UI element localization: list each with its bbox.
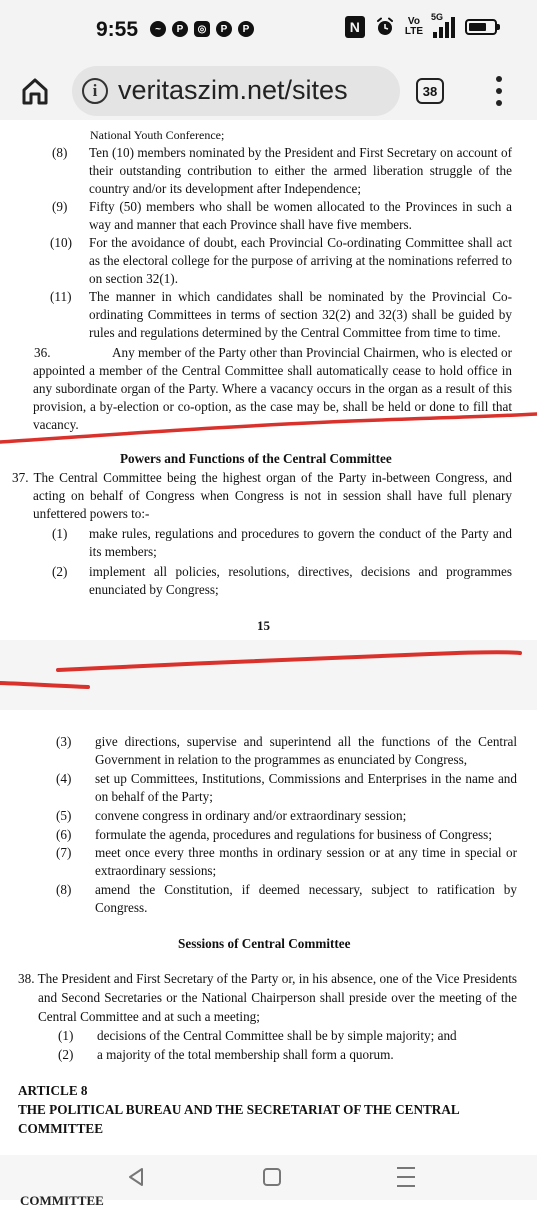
item-line: Government in relation to the programmes as enunciated by Congress,: [95, 752, 468, 767]
signal-icon: [431, 12, 455, 38]
battery-icon: [465, 19, 497, 35]
item-line: on section 32(1).: [89, 271, 178, 286]
item-number: (8): [56, 882, 72, 897]
section-36-line: Any member of the Party other than Provincial Chairmen, who is elected or: [112, 345, 512, 360]
item-number: (11): [50, 289, 72, 304]
section-38-line: and Second Secretaries or the National Chairperson shall preside over the meeting of the: [38, 990, 517, 1005]
pinterest-icon: P: [172, 21, 188, 37]
status-app-icons: [150, 21, 254, 37]
alarm-icon: [375, 17, 395, 37]
browser-toolbar: [0, 62, 537, 120]
item-number: (1): [52, 526, 68, 541]
item-number: (1): [58, 1028, 74, 1043]
item-number: (5): [56, 808, 72, 823]
section-37-line: 37. The Central Committee being the highest organ of the Party in-between Congress, and: [12, 470, 512, 485]
site-info-icon[interactable]: i: [82, 78, 108, 104]
item-number: (10): [50, 235, 72, 250]
item-line: Fifty (50) members who shall be women allocated to the Provinces in such a: [89, 199, 512, 214]
page-number: 15: [257, 618, 270, 633]
nfc-icon: N: [345, 16, 365, 38]
address-bar[interactable]: [72, 66, 400, 116]
home-nav-icon[interactable]: [263, 1168, 281, 1186]
back-icon[interactable]: [126, 1167, 146, 1187]
item-number: (6): [56, 827, 72, 842]
volte-bottom: LTE: [404, 26, 423, 37]
volte-indicator: [405, 17, 423, 37]
item-line: make rules, regulations and procedures to govern the conduct of the Party and: [89, 526, 512, 541]
item-line: implement all policies, resolutions, directives, decisions and programmes: [89, 564, 512, 579]
item-line: Ten (10) members nominated by the President and First Secretary on account of: [89, 145, 512, 160]
section-38-line: 38. The President and First Secretary of the Party or, in his absence, one of the Vice Presidents: [18, 971, 517, 986]
item-line: The manner in which candidates shall be nominated by the Provincial Co-: [89, 289, 512, 304]
item-number: (8): [52, 145, 68, 160]
status-time: 9:55: [96, 18, 139, 41]
section-36-line: provision, a by-election or co-option, as the case may be, shall be held or done to fill that: [33, 399, 512, 414]
section-36-line: appointed a member of the Central Committee shall automatically cease to hold office in: [33, 363, 512, 378]
section-37-line: acting on behalf of Congress when Congress is not in session shall have full plenary: [33, 488, 512, 503]
home-icon[interactable]: [20, 76, 50, 106]
item-line: their outstanding contribution to either the armed liberation struggle of the: [89, 163, 512, 178]
partial-line-top: National Youth Conference;: [90, 128, 225, 142]
item-line: For the avoidance of doubt, each Provincial Co-ordinating Committee shall act: [89, 235, 512, 250]
item-number: (4): [56, 771, 72, 786]
section-36-line: vacancy.: [33, 417, 79, 432]
section-number: 36.: [34, 345, 51, 360]
peek-text: COMMITTEE: [20, 1193, 104, 1208]
item-line: its members;: [89, 544, 157, 559]
section-38-line: Central Committee and at such a meeting;: [38, 1009, 260, 1024]
heading-sessions: Sessions of Central Committee: [178, 936, 351, 951]
red-annotation-stroke: [0, 620, 537, 700]
item-number: (2): [52, 564, 68, 579]
item-line: country and/or its development after Independence;: [89, 181, 362, 196]
item-line: rules and regulations determined by the Central Committee from time to time.: [89, 325, 501, 340]
article-title: COMMITTEE: [18, 1121, 103, 1136]
item-number: (3): [56, 734, 72, 749]
system-navigation-bar: [0, 1155, 537, 1208]
section-37-line: unfettered powers to:-: [33, 506, 150, 521]
messenger-icon: ~: [150, 21, 166, 37]
url-text[interactable]: veritaszim.net/sites: [118, 75, 348, 105]
heading-powers: Powers and Functions of the Central Committee: [120, 451, 392, 466]
item-line: extraordinary sessions;: [95, 863, 217, 878]
article-label: ARTICLE 8: [18, 1083, 88, 1098]
item-line: amend the Constitution, if deemed necessary, subject to ratification by: [95, 882, 517, 897]
item-line: as the electoral college for the purpose of arriving at the nominations referred to: [89, 253, 512, 268]
item-line: way and manner that each Province shall have five members.: [89, 217, 412, 232]
more-menu-icon[interactable]: [494, 76, 504, 106]
item-line: enunciated by Congress;: [89, 582, 219, 597]
item-number: (9): [52, 199, 68, 214]
item-line: decisions of the Central Committee shall be by simple majority; and: [97, 1028, 457, 1043]
instagram-icon: ◎: [194, 21, 210, 37]
item-line: formulate the agenda, procedures and regulations for business of Congress;: [95, 827, 492, 842]
item-number: (2): [58, 1047, 74, 1062]
status-indicators: [345, 12, 497, 38]
section-36-line: any subordinate organ of the Party. Where a vacancy occurs in the organ as a result of this: [33, 381, 512, 396]
item-line: meet once every three months in ordinary session or at any time in special or: [95, 845, 517, 860]
status-bar: [0, 0, 537, 62]
item-line: on behalf of the Party;: [95, 789, 213, 804]
pinterest-icon: P: [216, 21, 232, 37]
network-type: 5G: [431, 12, 444, 22]
item-line: give directions, supervise and superintend all the functions of the Central: [95, 734, 517, 749]
item-number: (7): [56, 845, 72, 860]
item-line: convene congress in ordinary and/or extraordinary session;: [95, 808, 407, 823]
tab-switcher-button[interactable]: 38: [416, 78, 444, 104]
document-viewer[interactable]: [0, 120, 537, 1155]
recents-icon[interactable]: [397, 1167, 415, 1187]
item-line: a majority of the total membership shall form a quorum.: [97, 1047, 394, 1062]
volte-top: Vo: [407, 16, 420, 27]
item-line: set up Committees, Institutions, Commissions and Enterprises in the name and: [95, 771, 517, 786]
pinterest-icon: P: [238, 21, 254, 37]
item-line: Congress.: [95, 900, 148, 915]
article-title: THE POLITICAL BUREAU AND THE SECRETARIAT OF THE CENTRAL: [18, 1102, 460, 1117]
item-line: ordinating Committees in terms of section 32(2) and 32(3) shall be guided by: [89, 307, 512, 322]
